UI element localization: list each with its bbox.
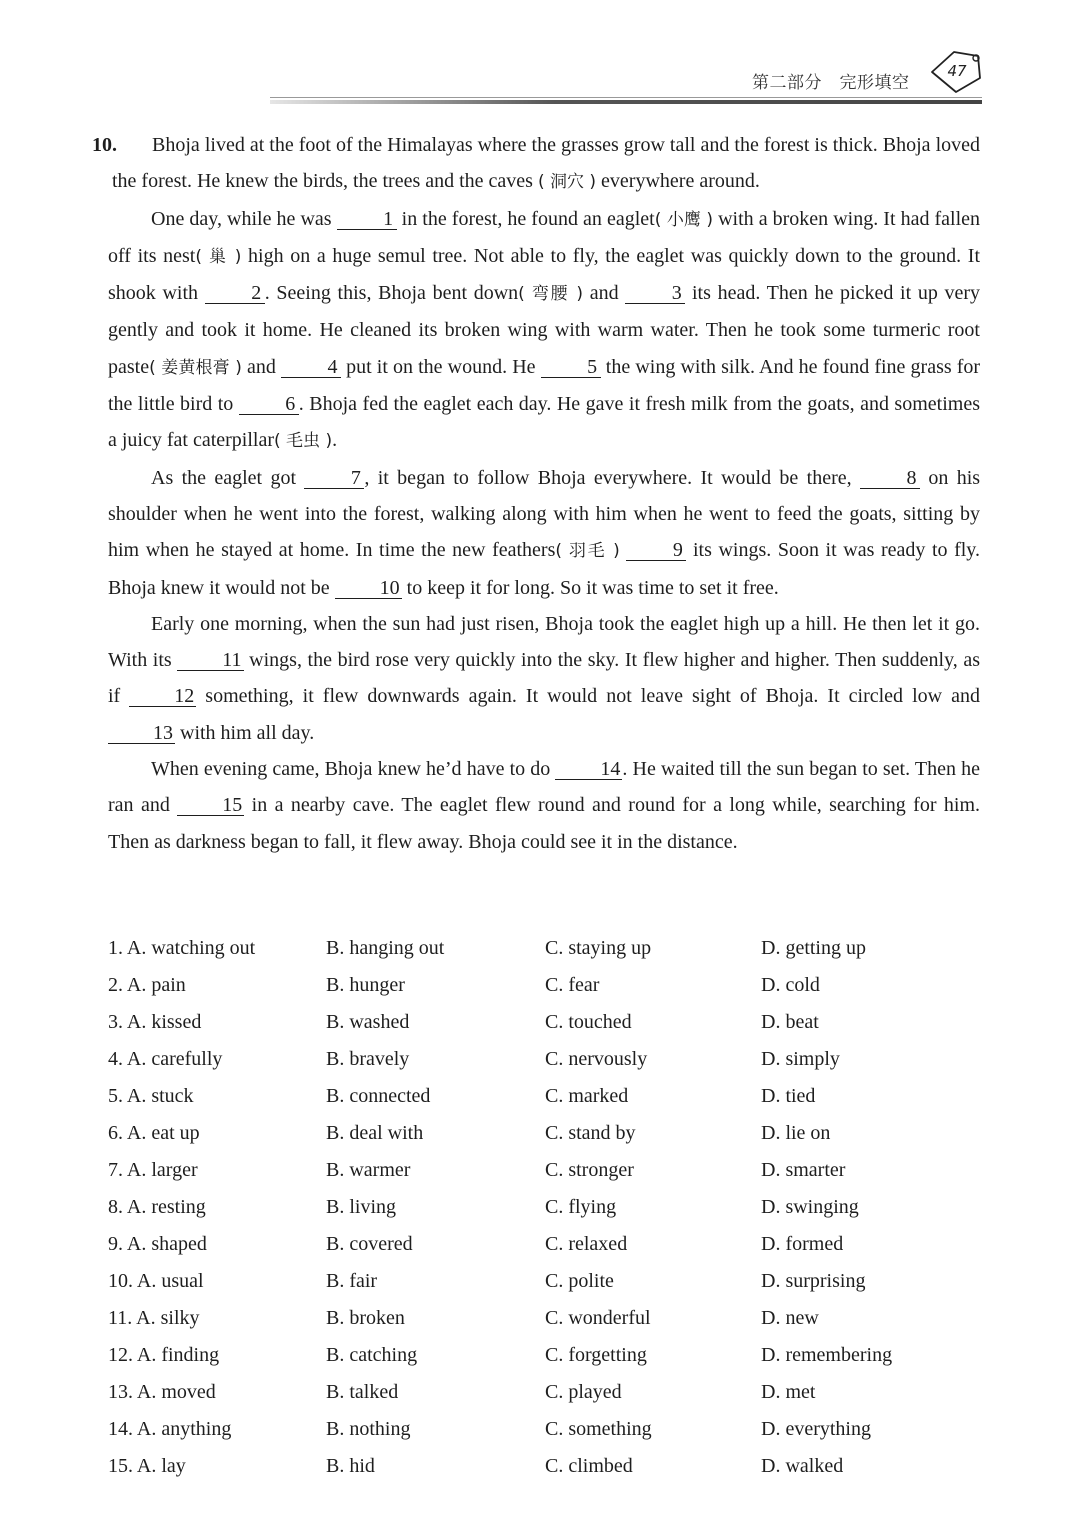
paragraph-5: When evening came, Bhoja knew he’d have to do 14 . He waited till the sun began to set. Then he ran and 15 in a nearby cave. The eaglet flew round and round for a long while, searching for him. Then as darkness began to fall, it flew away. Bhoja could see it in the distance. [108, 758, 981, 853]
option-b: B. covered [326, 1233, 413, 1255]
option-d: D. smarter [761, 1159, 846, 1181]
blank-11: 11 [177, 650, 243, 671]
option-d: D. beat [761, 1011, 819, 1033]
blank-12: 12 [129, 686, 196, 707]
option-c: C. flying [545, 1196, 617, 1218]
option-c: C. played [545, 1381, 622, 1403]
option-d: D. cold [761, 974, 820, 996]
paragraph-2: One day, while he was 1 in the forest, he found an eaglet( 小鹰 ) with a broken wing. It had fallen off its nest( 巢 ) high on a huge semul tree. Not able to fly, the eaglet was quickly down to the ground. It shook with 2 . Seeing this, Bhoja bent down( 弯腰 ) and 3 its head. Then he picked it up very gently and took it home. He cleaned its broken wing with warm water. Then he took some turmeric root paste( 姜黄根膏 ) and 4 put it on the wound. He 5 the wing with silk. And he found fine grass for the little bird to 6 . Bhoja fed the eaglet each day. He gave it fresh milk from the goats, and sometimes a juicy fat caterpillar( 毛虫 ). [108, 207, 981, 452]
blank-7: 7 [304, 468, 364, 489]
option-b: B. hanging out [326, 937, 445, 959]
blank-8: 8 [860, 468, 920, 489]
question-number: 10. [92, 134, 117, 156]
option-d: D. formed [761, 1233, 844, 1255]
option-a: 7. A. larger [108, 1159, 198, 1181]
option-b: B. broken [326, 1307, 405, 1329]
blank-3: 3 [625, 283, 685, 304]
option-a: 9. A. shaped [108, 1233, 207, 1255]
blank-13: 13 [108, 723, 175, 744]
paragraph-1: 10. Bhoja lived at the foot of the Himalayas where the grasses grow tall and the forest is thick. Bhoja loved the forest. He knew the birds, the trees and the caves ( 洞穴 ) everywhere around. [92, 134, 981, 193]
option-b: B. deal with [326, 1122, 424, 1144]
option-b: B. catching [326, 1344, 418, 1366]
option-row [108, 1115, 980, 1152]
blank-6: 6 [239, 394, 299, 415]
option-d: D. tied [761, 1085, 816, 1107]
option-c: C. climbed [545, 1455, 633, 1477]
option-a: 4. A. carefully [108, 1048, 223, 1070]
option-row [108, 1189, 980, 1226]
chinese-gloss: ( 巢 ) [195, 246, 242, 267]
option-b: B. connected [326, 1085, 431, 1107]
option-row [108, 1374, 980, 1411]
chinese-gloss: ( 羽毛 ) [555, 541, 620, 562]
option-c: C. marked [545, 1085, 629, 1107]
blank-4: 4 [281, 357, 341, 378]
blank-5: 5 [541, 357, 601, 378]
chinese-gloss: ( 洞穴 ) [537, 172, 597, 193]
answer-options [108, 930, 980, 1485]
option-a: 3. A. kissed [108, 1011, 202, 1033]
option-a: 12. A. finding [108, 1344, 220, 1366]
option-d: D. met [761, 1381, 816, 1403]
option-a: 13. A. moved [108, 1381, 216, 1403]
option-row [108, 1152, 980, 1189]
option-row [108, 930, 980, 967]
header-rule-thin [270, 97, 982, 98]
option-c: C. something [545, 1418, 652, 1440]
option-a: 11. A. silky [108, 1307, 200, 1329]
paragraph-3: As the eaglet got 7 , it began to follow Bhoja everywhere. It would be there, 8 on his shoulder when he went into the forest, walking along with him when he went to feed the goats, sitting by him when he stayed at home. In time the new feathers( 羽毛 ) 9 its wings. Soon it was ready to fly. Bhoja knew it would not be 10 to keep it for long. So it was time to set it free. [108, 466, 981, 599]
option-b: B. warmer [326, 1159, 411, 1181]
chinese-gloss: ( 弯腰 ) [518, 284, 583, 305]
option-c: C. fear [545, 974, 600, 996]
option-c: C. touched [545, 1011, 632, 1033]
blank-9: 9 [626, 540, 686, 561]
option-c: C. relaxed [545, 1233, 628, 1255]
option-b: B. washed [326, 1011, 410, 1033]
option-b: B. bravely [326, 1048, 410, 1070]
header-rule-thick [270, 100, 982, 104]
blank-14: 14 [555, 759, 622, 780]
option-a: 10. A. usual [108, 1270, 204, 1292]
option-row [108, 1448, 980, 1485]
blank-1: 1 [337, 209, 397, 230]
option-row [108, 1078, 980, 1115]
option-d: D. everything [761, 1418, 871, 1440]
blank-2: 2 [205, 283, 265, 304]
option-a: 14. A. anything [108, 1418, 232, 1440]
option-a: 15. A. lay [108, 1455, 186, 1477]
option-row [108, 1300, 980, 1337]
chinese-gloss: ( 小鹰 ) [654, 209, 714, 230]
option-c: C. forgetting [545, 1344, 647, 1366]
option-b: B. nothing [326, 1418, 411, 1440]
option-b: B. talked [326, 1381, 399, 1403]
option-c: C. wonderful [545, 1307, 651, 1329]
option-row [108, 1004, 980, 1041]
option-d: D. lie on [761, 1122, 831, 1144]
option-row [108, 1263, 980, 1300]
option-a: 5. A. stuck [108, 1085, 194, 1107]
section-title: 第二部分 完形填空 [752, 73, 910, 93]
option-c: C. stand by [545, 1122, 636, 1144]
option-row [108, 1337, 980, 1374]
option-row [108, 1041, 980, 1078]
option-d: D. walked [761, 1455, 844, 1477]
paragraph-4: Early one morning, when the sun had just risen, Bhoja took the eaglet high up a hill. He then let it go. With its 11 wings, the bird rose very quickly into the sky. It flew higher and higher. Then suddenly, as if 12 something, it flew downwards again. It would not leave sight of Bhoja. It circled low and 13 with him all day. [108, 612, 981, 744]
option-c: C. stronger [545, 1159, 634, 1181]
option-d: D. surprising [761, 1270, 866, 1292]
option-row [108, 1226, 980, 1263]
option-d: D. simply [761, 1048, 840, 1070]
option-a: 2. A. pain [108, 974, 186, 996]
option-c: C. nervously [545, 1048, 648, 1070]
option-b: B. fair [326, 1270, 378, 1292]
option-d: D. new [761, 1307, 819, 1329]
option-row [108, 967, 980, 1004]
option-a: 6. A. eat up [108, 1122, 200, 1144]
chinese-gloss: ( 姜黄根膏 ) [149, 357, 242, 378]
blank-15: 15 [177, 795, 244, 816]
option-c: C. polite [545, 1270, 614, 1292]
option-b: B. living [326, 1196, 397, 1218]
option-d: D. getting up [761, 937, 866, 959]
blank-10: 10 [335, 578, 402, 599]
option-a: 8. A. resting [108, 1196, 206, 1218]
option-row [108, 1411, 980, 1448]
option-d: D. swinging [761, 1196, 859, 1218]
option-d: D. remembering [761, 1344, 893, 1366]
option-b: B. hid [326, 1455, 375, 1477]
option-a: 1. A. watching out [108, 937, 256, 959]
cloze-passage [92, 127, 981, 860]
chinese-gloss: ( 毛虫 ) [274, 431, 333, 452]
option-c: C. staying up [545, 937, 652, 959]
option-b: B. hunger [326, 974, 405, 996]
page-number: 47 [947, 62, 967, 80]
